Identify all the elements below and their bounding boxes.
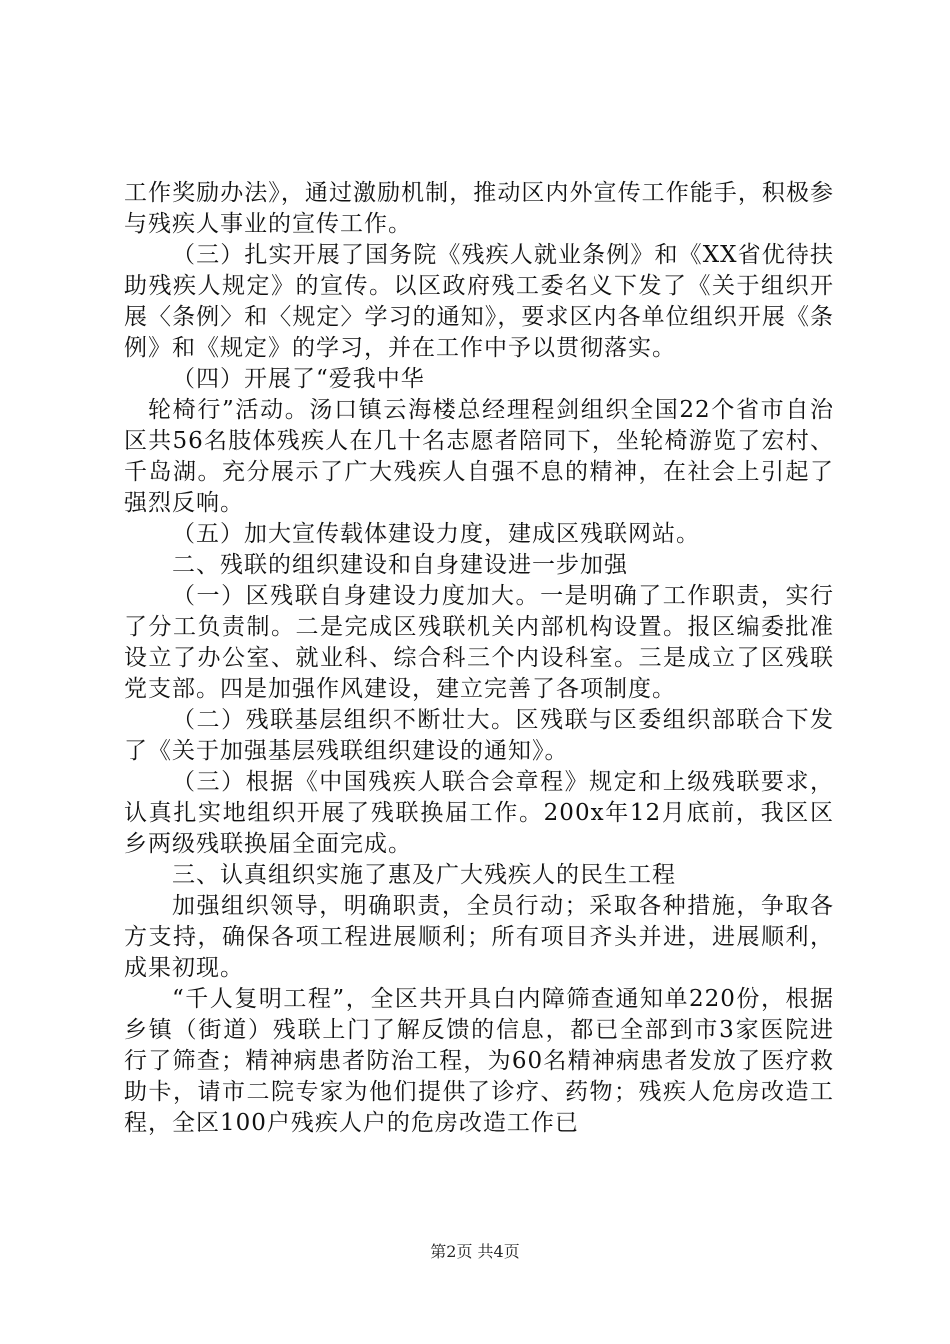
paragraph-4: 轮椅行”活动。汤口镇云海楼总经理程剑组织全国22个省市自治区共56名肢体残疾人在几十名志愿者陪同下，坐轮椅游览了宏村、千岛湖。充分展示了广大残疾人自强不息的精神，在社会上引起了强烈反响。 xyxy=(124,397,834,516)
section-heading-2: 二、残联的组织建设和自身建设进一步加强 xyxy=(172,552,628,578)
section-heading-3: 三、认真组织实施了惠及广大残疾人的民生工程 xyxy=(172,862,676,888)
page-footer xyxy=(0,1242,950,1262)
paragraph-2: （三）扎实开展了国务院《残疾人就业条例》和《XX省优待扶助残疾人规定》的宣传。以区政府残工委名义下发了《关于组织开展〈条例〉和〈规定〉学习的通知》，要求区内各单位组织开展《条例》和《规定》的学习，并在工作中予以贯彻落实。 xyxy=(124,242,834,361)
paragraph-10: “千人复明工程”，全区共开具白内障筛查通知单220份，根据乡镇（街道）残联上门了解反馈的信息，都已全部到市3家医院进行了筛查；精神病患者防治工程，为60名精神病患者发放了医疗救助卡，请市二院专家为他们提供了诊疗、药物；残疾人危房改造工程，全区100户残疾人户的危房改造工作已 xyxy=(124,986,834,1136)
paragraph-9: 加强组织领导，明确职责，全员行动；采取各种措施，争取各方支持，确保各项工程进展顺利；所有项目齐头并进，进展顺利，成果初现。 xyxy=(124,893,834,981)
paragraph-6: （一）区残联自身建设力度加大。一是明确了工作职责，实行了分工负责制。二是完成区残联机关内部机构设置。报区编委批准设立了办公室、就业科、综合科三个内设科室。三是成立了区残联党支部。四是加强作风建设，建立完善了各项制度。 xyxy=(124,583,834,702)
page-number-label: 第2页 共4页 xyxy=(430,1242,520,1261)
paragraph-5: （五）加大宣传载体建设力度，建成区残联网站。 xyxy=(172,521,700,547)
document-body xyxy=(124,178,834,1139)
paragraph-3: （四）开展了“爱我中华 xyxy=(172,366,425,392)
paragraph-7: （二）残联基层组织不断壮大。区残联与区委组织部联合下发了《关于加强基层残联组织建设的通知》。 xyxy=(124,707,834,764)
paragraph-1: 工作奖励办法》，通过激励机制，推动区内外宣传工作能手，积极参与残疾人事业的宣传工作。 xyxy=(124,180,834,237)
paragraph-8: （三）根据《中国残疾人联合会章程》规定和上级残联要求，认真扎实地组织开展了残联换届工作。200x年12月底前，我区区乡两级残联换届全面完成。 xyxy=(124,769,834,857)
